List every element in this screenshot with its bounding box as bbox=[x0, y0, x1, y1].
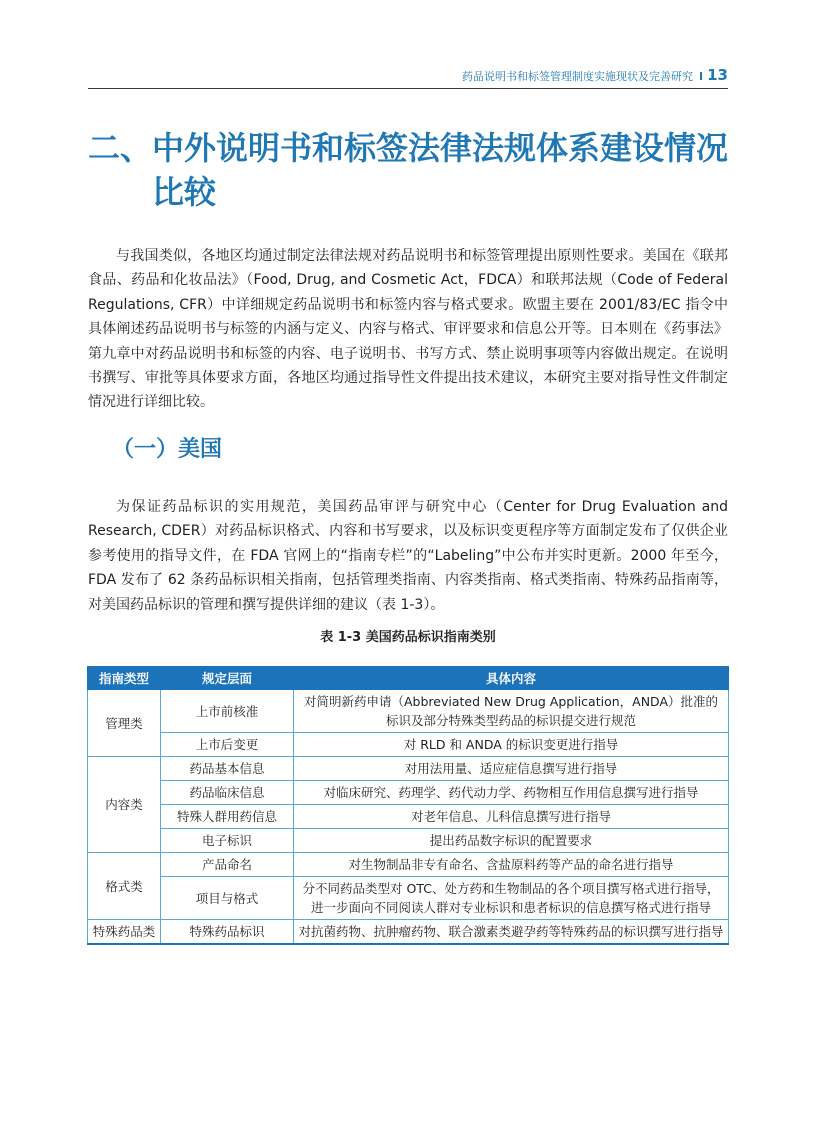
level-cell: 特殊药品标识 bbox=[161, 920, 294, 945]
body-paragraph-1: 与我国类似，各地区均通过制定法律法规对药品说明书和标签管理提出原则性要求。美国在《联邦食品、药品和化妆品法》（Food, Drug, and Cosmetic Act，FDCA）和联邦法规（Code of Federal Regulations, CFR）中详细规定药品说明书和标签内容与格式要求。欧盟主要在 2001/83/EC 指令中具体阐述药品说明书与标签的内涵与定义、内容与格式、审评要求和信息公开等。日本则在《药事法》第九章中对药品说明书和标签的内容、电子说明书、书写方式、禁止说明事项等内容做出规定。在说明书撰写、审批等具体要求方面，各地区均通过指导性文件提出技术建议，本研究主要对指导性文件制定情况进行详细比较。 bbox=[88, 248, 728, 411]
table-row bbox=[88, 829, 729, 853]
header-regulation-level: 规定层面 bbox=[161, 667, 294, 690]
guideline-table bbox=[87, 666, 729, 945]
table-row bbox=[88, 690, 729, 733]
content-cell: 分不同药品类型对 OTC、处方药和生物制品的各个项目撰写格式进行指导，进一步面向不同阅读人群对专业标识和患者标识的信息撰写格式进行指导 bbox=[294, 877, 729, 920]
group-type-cell: 格式类 bbox=[88, 853, 161, 920]
group-type-cell: 特殊药品类 bbox=[88, 920, 161, 945]
content-cell: 对生物制品非专有命名、含盐原料药等产品的命名进行指导 bbox=[294, 853, 729, 877]
content-cell: 对用法用量、适应症信息撰写进行指导 bbox=[294, 757, 729, 781]
table-row bbox=[88, 757, 729, 781]
running-header bbox=[462, 66, 728, 84]
table-header-row bbox=[88, 667, 729, 690]
chapter-title-line2: 比较 bbox=[152, 173, 217, 211]
content-cell: 对 RLD 和 ANDA 的标识变更进行指导 bbox=[294, 733, 729, 757]
body-paragraph-2: 为保证药品标识的实用规范，美国药品审评与研究中心（Center for Drug Evaluation and Research, CDER）对药品标识格式、内容和书写要求，以及标识变更程序等方面制定发布了仅供企业参考使用的指导文件，在 FDA 官网上的“指南专栏”的“Labeling”中公布并实时更新。2000 年至今，FDA 发布了 62 条药品标识相关指南，包括管理类指南、内容类指南、格式类指南、特殊药品指南等，对美国药品标识的管理和撰写提供详细的建议（表 1-3）。 bbox=[88, 499, 728, 613]
table-row bbox=[88, 877, 729, 920]
level-cell: 药品临床信息 bbox=[161, 781, 294, 805]
section-title: （一）美国 bbox=[112, 436, 223, 462]
table-row bbox=[88, 853, 729, 877]
group-type-cell: 内容类 bbox=[88, 757, 161, 853]
header-rule bbox=[88, 88, 728, 89]
running-title: 药品说明书和标签管理制度实施现状及完善研究 bbox=[462, 70, 694, 83]
header-content: 具体内容 bbox=[294, 667, 729, 690]
level-cell: 电子标识 bbox=[161, 829, 294, 853]
header-guide-type: 指南类型 bbox=[88, 667, 161, 690]
level-cell: 项目与格式 bbox=[161, 877, 294, 920]
table-row bbox=[88, 805, 729, 829]
content-cell: 提出药品数字标识的配置要求 bbox=[294, 829, 729, 853]
content-cell: 对老年信息、儿科信息撰写进行指导 bbox=[294, 805, 729, 829]
table-caption: 表 1-3 美国药品标识指南类别 bbox=[320, 630, 496, 645]
content-cell: 对抗菌药物、抗肿瘤药物、联合激素类避孕药等特殊药品的标识撰写进行指导 bbox=[294, 920, 729, 945]
content-cell: 对简明新药申请（Abbreviated New Drug Application，ANDA）批准的标识及部分特殊类型药品的标识提交进行规范 bbox=[294, 690, 729, 733]
chapter-title bbox=[88, 126, 738, 214]
group-type-cell: 管理类 bbox=[88, 690, 161, 757]
level-cell: 上市后变更 bbox=[161, 733, 294, 757]
level-cell: 特殊人群用药信息 bbox=[161, 805, 294, 829]
page-number: 13 bbox=[707, 66, 728, 84]
chapter-title-line1: 二、中外说明书和标签法律法规体系建设情况 bbox=[88, 129, 729, 167]
level-cell: 药品基本信息 bbox=[161, 757, 294, 781]
header-separator: I bbox=[699, 70, 704, 83]
table-row bbox=[88, 920, 729, 945]
level-cell: 上市前核准 bbox=[161, 690, 294, 733]
level-cell: 产品命名 bbox=[161, 853, 294, 877]
table-row bbox=[88, 781, 729, 805]
table-row bbox=[88, 733, 729, 757]
content-cell: 对临床研究、药理学、药代动力学、药物相互作用信息撰写进行指导 bbox=[294, 781, 729, 805]
